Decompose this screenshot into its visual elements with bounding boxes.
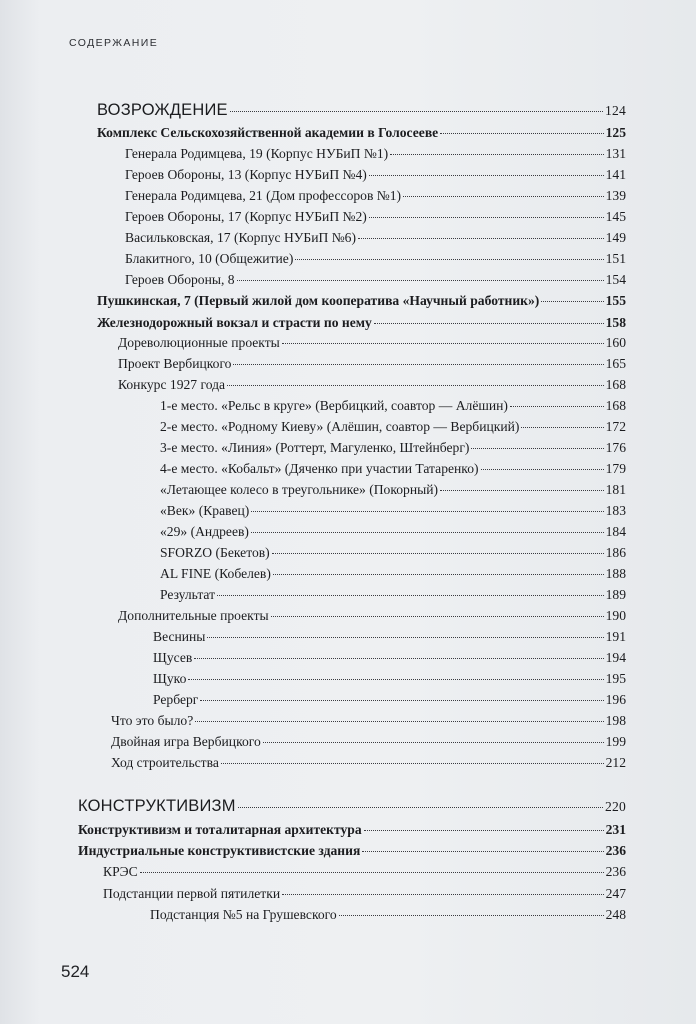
dot-leader [471,448,603,449]
toc-entry [78,843,626,859]
toc-page-number: 125 [605,125,626,140]
toc-entry [160,398,626,414]
toc-page-number: 158 [605,315,626,330]
toc-entry [160,524,626,540]
toc-title: Генерала Родимцева, 19 (Корпус НУБиП №1) [125,146,389,161]
dot-leader [251,532,604,533]
toc-page-number: 195 [605,671,626,686]
dot-leader [282,343,604,344]
toc-entry [160,566,626,582]
toc-page-number: 194 [605,650,626,665]
toc-entry [125,251,626,267]
dot-leader [521,427,603,428]
toc-entry [118,335,626,351]
toc-page-number: 151 [605,251,626,266]
dot-leader [481,469,604,470]
toc-entry [97,315,626,331]
dot-leader [358,238,604,239]
toc-page-number: 236 [605,864,626,879]
toc-title: Веснины [153,629,206,644]
toc-title: «Век» (Кравец) [160,503,250,518]
toc-page-number: 184 [605,524,626,539]
toc-title: Щусев [153,650,193,665]
toc-title: Щуко [153,671,187,686]
dot-leader [237,280,604,281]
toc-entry [160,440,626,456]
toc-page-number: 145 [605,209,626,224]
toc-title: SFORZO (Бекетов) [160,545,270,560]
dot-leader [369,175,604,176]
running-head: СОДЕРЖАНИЕ [69,37,159,49]
toc-title: КРЭС [103,864,138,879]
dot-leader [403,196,604,197]
toc-page-number: 172 [605,419,626,434]
toc-page-number: 191 [605,629,626,644]
page-number: 524 [61,962,90,981]
dot-leader [273,574,604,575]
dot-leader [251,511,603,512]
toc-title: Результат [160,587,216,602]
toc-page-number: 186 [605,545,626,560]
toc-page-number: 189 [605,587,626,602]
dot-leader [541,301,603,302]
toc-page-number: 220 [605,799,626,814]
toc-entry [150,907,626,923]
toc-page-number: 181 [605,482,626,497]
toc-page-number: 198 [605,713,626,728]
toc-entry [103,864,626,880]
dot-leader [364,830,604,831]
toc-entry [111,734,626,750]
toc-title: Подстанция №5 на Грушевского [150,907,337,922]
toc-entry [160,545,626,561]
toc-title: 3-е место. «Линия» (Роттерт, Магуленко, Штейнберг) [160,440,470,455]
toc-page-number: 155 [605,293,626,308]
toc-entry [160,461,626,477]
dot-leader [369,217,604,218]
toc-title: Героев Обороны, 13 (Корпус НУБиП №4) [125,167,367,182]
toc-entry [125,188,626,204]
toc-title: «29» (Андреев) [160,524,249,539]
dot-leader [282,894,604,895]
dot-leader [510,406,604,407]
toc-page-number: 176 [605,440,626,455]
toc-title: Блакитного, 10 (Общежитие) [125,251,294,266]
toc-entry [78,822,626,838]
toc-title: 4-е место. «Кобальт» (Дяченко при участии Татаренко) [160,461,479,476]
dot-leader [217,595,604,596]
toc-page-number: 236 [605,843,626,858]
toc-entry [118,356,626,372]
toc-entry [153,629,626,645]
toc-page-number: 183 [605,503,626,518]
toc-entry [160,419,626,435]
toc-page-number: 247 [605,886,626,901]
toc-title: Пушкинская, 7 (Первый жилой дом кооператива «Научный работник») [97,293,540,308]
toc-entry [125,167,626,183]
toc-entry [160,587,626,603]
toc-title: Дополнительные проекты [118,608,269,623]
dot-leader [227,385,604,386]
toc-page-number: 212 [605,755,626,770]
dot-leader [194,658,603,659]
toc-entry [97,125,626,141]
dot-leader [188,679,603,680]
toc-entry [125,230,626,246]
toc-title: Подстанции первой пятилетки [103,886,281,901]
dot-leader [140,872,604,873]
toc-title: «Летающее колесо в треугольнике» (Покорный) [160,482,439,497]
toc-page-number: 165 [605,356,626,371]
toc-entry [125,146,626,162]
toc-title: Проект Вербицкого [118,356,232,371]
toc-entry [97,293,626,309]
toc-entry [153,671,626,687]
toc-entry [125,209,626,225]
toc-title: Генерала Родимцева, 21 (Дом профессоров №1) [125,188,402,203]
dot-leader [374,323,604,324]
toc-title: Конкурс 1927 года [118,377,226,392]
toc-title: Конструктивизм и тоталитарная архитектура [78,822,362,837]
toc-title: Индустриальные конструктивистские здания [78,843,361,858]
dot-leader [339,915,604,916]
toc-entry [153,692,626,708]
toc-section-heading [97,101,626,120]
toc-title: КОНСТРУКТИВИЗМ [78,797,236,815]
toc-entry [125,272,626,288]
toc-entry [111,713,626,729]
dot-leader [362,851,603,852]
toc-title: Что это было? [111,713,194,728]
toc-title: ВОЗРОЖДЕНИЕ [97,101,228,119]
toc-page-number: 131 [605,146,626,161]
toc-title: Рерберг [153,692,199,707]
toc-title: Героев Обороны, 8 [125,272,235,287]
toc-entry [118,608,626,624]
dot-leader [440,133,603,134]
dot-leader [230,111,603,112]
toc-entry [160,482,626,498]
toc-page-number: 160 [605,335,626,350]
toc-title: 1-е место. «Рельс в круге» (Вербицкий, соавтор — Алёшин) [160,398,508,413]
dot-leader [263,742,604,743]
dot-leader [295,259,603,260]
toc-page-number: 248 [605,907,626,922]
toc-page-number: 168 [605,377,626,392]
toc-entry [111,755,626,771]
toc-page-number: 196 [605,692,626,707]
toc-entry [103,886,626,902]
dot-leader [200,700,603,701]
toc-page-number: 139 [605,188,626,203]
dot-leader [233,364,603,365]
toc-entry [118,377,626,393]
toc-page-number: 199 [605,734,626,749]
toc-page-number: 188 [605,566,626,581]
dot-leader [207,637,603,638]
toc-entry [160,503,626,519]
toc-title: Ход строительства [111,755,219,770]
toc-section-heading [78,797,626,816]
toc-page-number: 124 [605,103,626,118]
toc-title: Дореволюционные проекты [118,335,280,350]
toc-title: Комплекс Сельскохозяйственной академии в Голосееве [97,125,439,140]
toc-title: AL FINE (Кобелев) [160,566,271,581]
dot-leader [272,553,604,554]
toc-title: Васильковская, 17 (Корпус НУБиП №6) [125,230,356,245]
toc-page-number: 149 [605,230,626,245]
toc-page-number: 190 [605,608,626,623]
toc-page-number: 168 [605,398,626,413]
toc-title: Железнодорожный вокзал и страсти по нему [97,315,372,330]
dot-leader [195,721,603,722]
toc-page-number: 231 [605,822,626,837]
toc-entry [153,650,626,666]
toc-title: 2-е место. «Родному Киеву» (Алёшин, соавтор — Вербицкий) [160,419,520,434]
toc-title: Двойная игра Вербицкого [111,734,261,749]
toc-title: Героев Обороны, 17 (Корпус НУБиП №2) [125,209,367,224]
dot-leader [221,763,604,764]
toc-page-number: 154 [605,272,626,287]
dot-leader [440,490,604,491]
dot-leader [390,154,603,155]
toc-page-number: 179 [605,461,626,476]
toc-page-number: 141 [605,167,626,182]
dot-leader [238,807,603,808]
dot-leader [271,616,604,617]
